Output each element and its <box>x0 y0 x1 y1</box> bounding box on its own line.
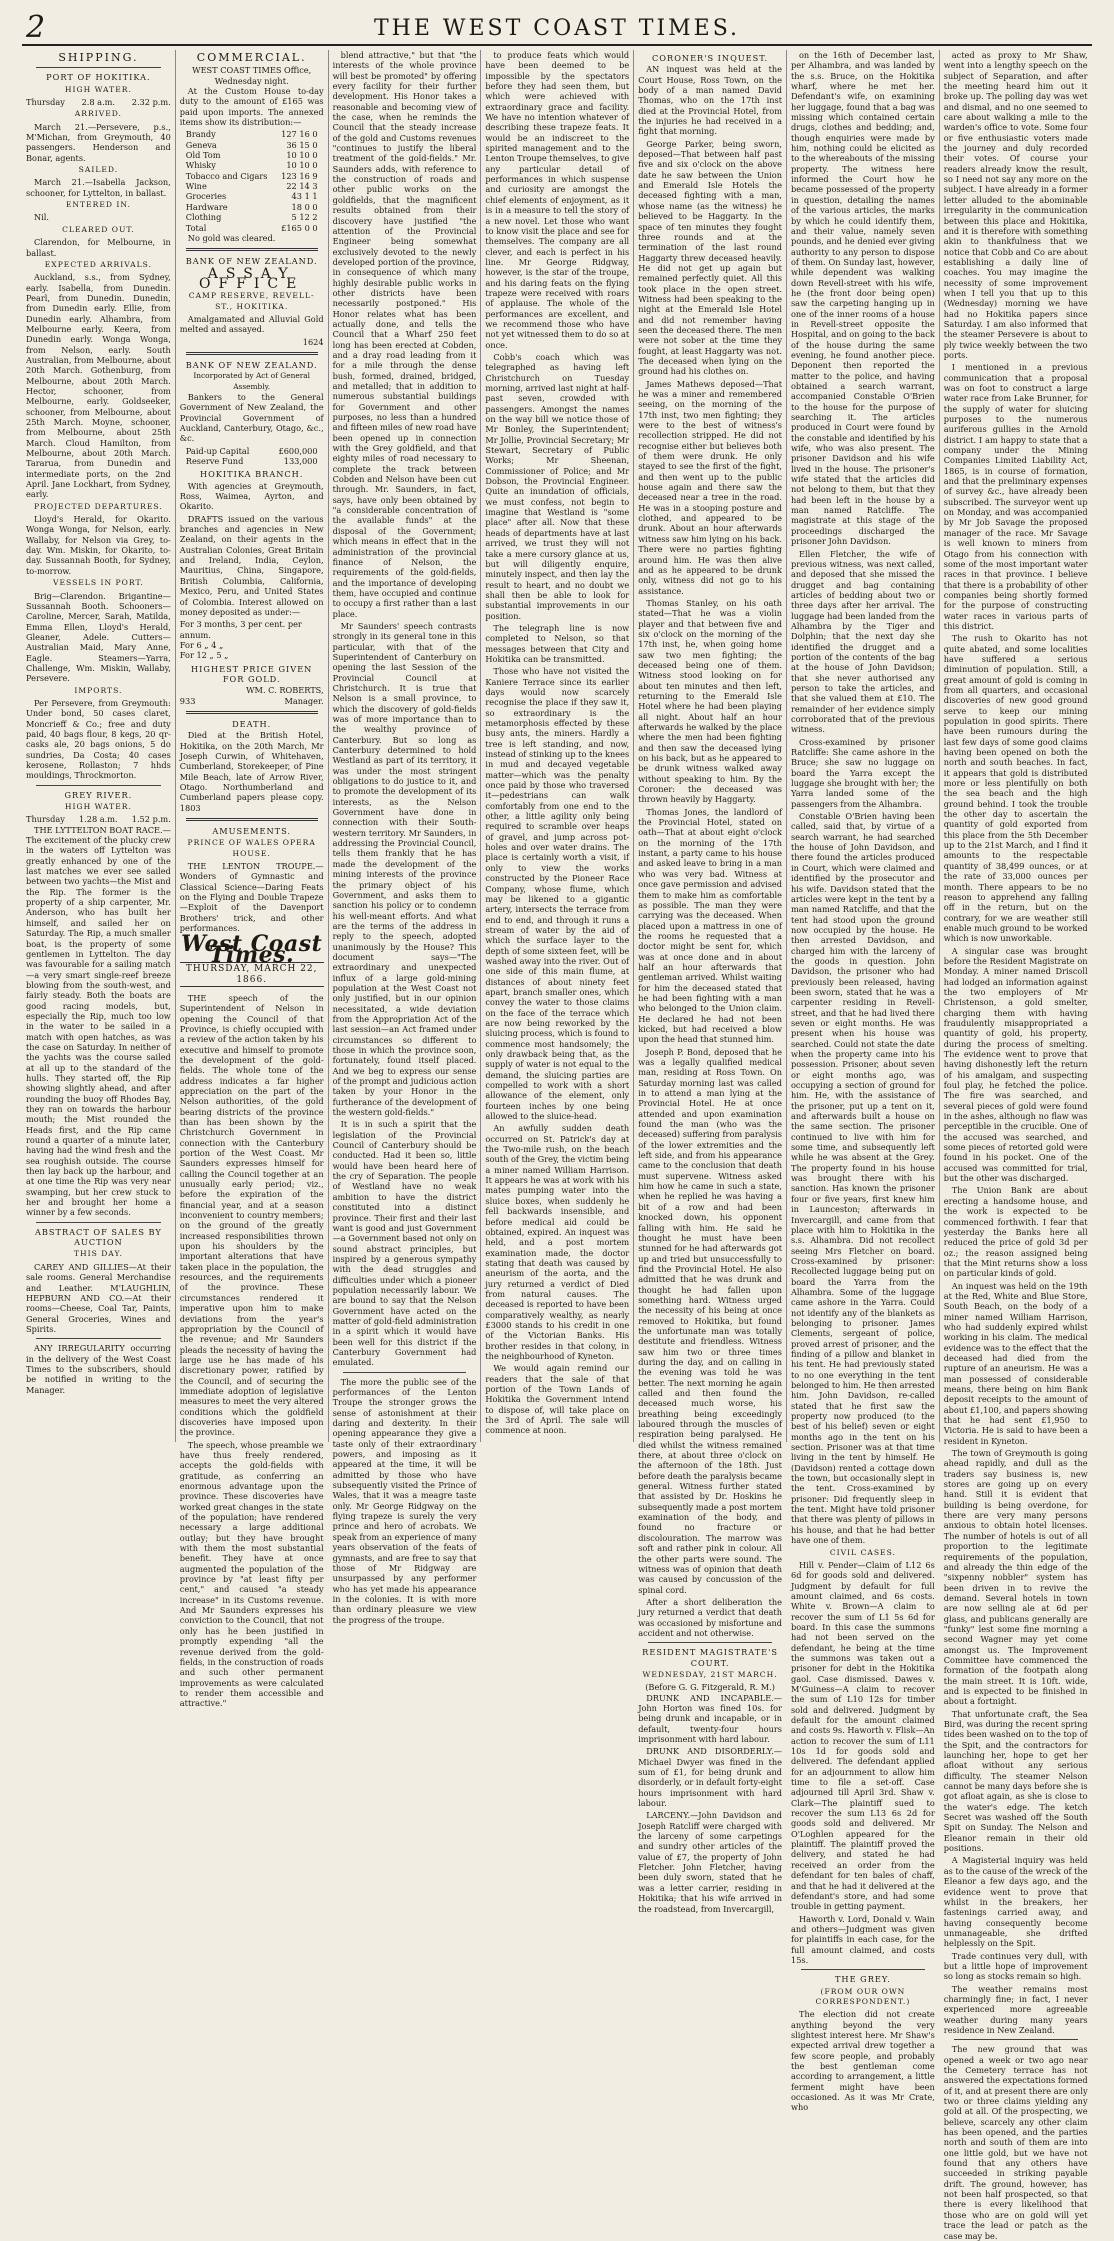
signature-ref: 933 <box>179 695 196 706</box>
paper-nameplate: West Coast Times. <box>181 931 323 968</box>
news-text: Those who have not visited the Kaniere Terrace since its earlier days would now scarcely recognise the place if they saw it, so extraordinary is the metamorphosis effected by these busy ants, the miners. Hardly a tree is left standing, and now, instead of stinking up to the knees in mud and decayed vegetable matter—which was the penalty once paid by those who traversed it—pedestrians can walk comfortably from one end to the other, a little agility only being required to scramble over heaps of gravel, and jump across pot-holes and over water drains. The place is certainly worth a visit, if only to view the works constructed by the Pioneer Race Company, whose flume, which may be likened to a gigantic artery, intersects the terrace from end to end, and through it runs a stream of water by the aid of which the surface layer to the depth of some sixteen feet, will be washed away into the river. Out of one side of this main flume, at distances of about ninety feet apart, branch smaller ones, which convey the water to those claims on the face of the terrace which are now being reworked by the sluicing process, which is found to commence most handsomely; the only drawback being that, as the supply of water is not equal to the demand, the sluicing parties are compelled to work with a short allowance of the element, only fourteen inches by one being allowed to the sluice-head. <box>485 666 630 1122</box>
commercial-heading: COMMERCIAL. <box>196 51 307 64</box>
divider <box>36 1222 161 1223</box>
signature: WM. C. ROBERTS, <box>246 685 324 696</box>
divider <box>186 711 318 714</box>
duties-total-value: £165 0 0 <box>281 222 318 233</box>
duty-item: Clothing <box>185 212 222 223</box>
imports-text: Per Persevere, from Greymouth: Under bond, 50 cases claret, Moncrieff & Co.; free and duty paid, 40 bags flour, 8 kegs, 20 qr-casks ale, 20 bags onions, 5 do sundries, Da Costa; 40 cases kerosene, Rollaston; 7 hhds mouldings, Throckmorton. <box>26 697 171 781</box>
auction-day: THIS DAY. <box>73 1249 123 1259</box>
news-text: to produce feats which would have been deemed to be impossible by the spectators before they had seen them, but which were achieved with extraordinary grace and facility. We have no intention whatever of describing these trapeze feats. It would be an indiscreet to the spirited management and to the Lenton Troupe themselves, to give any particular detail of performances in which suspense and curiosity are amongst the chief elements of enjoyment, as it is in a measure to tell the story of a new novel. Let those who want to know visit the place and see for themselves. The company are all clever, and each is perfect in his line. Mr George Ridgway, however, is the star of the troupe, and his daring feats on the flying trapeze were received with roars of applause. The whole of the performances are excellent, and we recommend those who have not yet witnessed them to do so at once. <box>485 50 630 350</box>
duty-amount: 10 10 0 <box>286 160 318 171</box>
grey-text: The rush to Okarito has not quite abated, and some localities have suffered a serious diminution of population. Still, a great amount of gold is coming in from all quarters, and occasional discoveries of new good ground serve to keep our mining population in good spirits. There have been rumours during the last few days of some good claims having been opened on both the north and south beaches. In fact, it appears that gold is distributed more or less plentifully on both the sea beach and the high ground behind. I took the trouble the other day to ascertain the quantity of gold exported from this place from the 5th December up to the 21st March, and I find it amounts to the respectable quantity of 38,499 ounces, or at the rate of 33,000 ounces per month. There appears to be no reason to apprehend any falling off in the return, but on the contrary, for we are weather still enable much ground to be worked which is now unworkable. <box>943 633 1088 944</box>
high-water-row <box>26 97 171 107</box>
news-text: The more the public see of the performances of the Lenton Troupe the stronger grows the sense of astonishment at their daring and dexterity. In their opening appearance they give a taste only of their extraordinary powers, and imposing as it appeared at the time, it will be admitted by those who have subsequently visited the Prince of Wales, that it was a meagre taste only. Mr George Ridgway on the flying trapeze is surely the very prince and hero of acrobats. We speak from an experience of many years observation of the feats of gymnasts, and are free to say that those of Mr Ridgway are unsurpassed by any performer who has yet made his appearance in the colonies. It is with more than ordinary pleasure we view the progress of the troupe. <box>332 1376 477 1625</box>
editorial-text: The speech, whose preamble we have thus freely rendered, accepts the gold-fields with gratitude, as conferring an enormous advantage upon the province. These discoveries have worked great changes in the state of the population; have rendered necessary a large additional outlay; but they have brought with them the most substantial benefit. They have at once augmented the population of the province by "at least fifty per cent," and caused "a steady increase" in its Customs revenue. And Mr Saunders expresses his conviction to the Council, that not only has he been justified in promptly expending "all the revenue derived from the gold-fields, in the construction of roads and such other permanent improvements as were calculated to render them accessible and attractive." <box>179 1439 324 1709</box>
duty-row <box>180 150 324 160</box>
grey-text: The Union Bank are about erecting a handsome house, and the work is expected to be commenced forthwith. I fear that yesterday the Banks here all reduced the price of gold 3d per oz.; the reason assigned being that the Mint returns show a loss on particular kinds of gold. <box>943 1185 1088 1279</box>
divider <box>186 818 318 821</box>
entered-label: ENTERED IN. <box>65 200 131 210</box>
high-water-am: 2.8 a.m. <box>81 97 116 108</box>
civil-cases-text: Hill v. Pender—Claim of L12 6s 6d for goods sold and delivered. Judgment by default for full amount claimed, and 6s costs. White v. Brown—A claim to recover the sum of L1 5s 6d for board. In this case the summons had not been served on the defendant, he being at the time the summons was taken out a prisoner for debt in the Hokitika gaol. Case dismissed. Dawes v. M'Guiness—A claim to recover the sum of L10 12s for timber sold and delivered. Judgment by default for the amount claimed and costs 9s. Haworth v. Flisk—An action to recover the sum of L11 10s 1d for goods sold and delivered. The defendant applied for an adjournment to allow him time to file a set-off. Case adjourned till April 3rd. Shaw v. Clark—The plaintiff sued to recover the sum L13 6s 2d for goods sold and delivered. Mr O'Loghlen appeared for the plaintiff. The plaintiff proved the delivery, and stated he had received an order from the defendant for ten bales of chaff, and that he had it delivered at the defendant's store, and had some trouble in getting payment. <box>790 1559 935 1912</box>
duty-row <box>180 191 324 201</box>
death-text: Died at the British Hotel, Hokitika, on the 20th March, Mr Joseph Curwin, of Whitehaven, Cumberland, Storekeeper, of Pine Mile Beach, late of Arrow River, Otago. Northumberland and Cumberland papers please copy. 1803 <box>179 730 324 813</box>
assay-text: Amalgamated and Alluvial Gold melted and assayed. <box>179 313 324 335</box>
cleared-label: CLEARED OUT. <box>62 224 135 234</box>
column-court <box>786 50 939 2113</box>
interest-line: For 3 months, 3 per cent. per annum. <box>179 619 302 640</box>
editorial-text: blend attractive," but that "the interests of the whole province will best be promoted" by offering every facility for their further development. His Honor takes a reasonable and becoming view of the case, when he reminds the Council that the steady increase of the gold and Customs revenues "continues to justify the liberal treatment of the gold-fields." Mr. Saunders adds, with reference to the construction of roads and other public works on the goldfields, that the magnificent results obtained from their discovery have justified "the attention of the Provincial Engineer being somewhat exclusively devoted to the newly developed portion of the province, in consequence of which many highly desirable public works in other districts have been necessarily postponed." His Honor relates what has been actually done, and tells the Council that a Wharf 250 feet long has been erected at Cobden, and a dray road leading from it for a mile through the dense bush, formed, drained, bridged, and metalled; that in addition to numerous substantial buildings for Government and other purposes, no less than a hundred and fifteen miles of new road have been opened up in connection with the Grey goldfield, and that eighty miles of road necessary to complete the track between Cobden and Nelson have been cut through. Mr. Saunders, in fact, says, have only been obtained by "a considerable concentration of the available funds" at the disposal of the Government; which means in effect that in the administration of the provincial finance of Nelson, the requirements of the gold-fields, and the importance of developing them, have occupied and continue to occupy a first rather than a last place. <box>332 50 477 619</box>
duties-total-row <box>180 223 324 233</box>
grey-text: I mentioned in a previous communication that a proposal was on foot to construct a large water race from Lake Brunner, for the supply of water for sluicing purposes to the numerous auriferous gullies in the Arnold district. I am happy to state that a company under the Mining Companies Limited Liability Act, 1865, is in course of formation, and that the preliminary expenses of survey &c., have already been subscribed. The surveyor went up on Monday, and was accompanied by Mr Job Savage the proposed manager of the race. Mr Savage is well known to miners from Otago from his connection with some of the most important water races in that province. I believe that there is a probability of other companies being shortly formed for the purpose of constructing water races in various parts of this district. <box>943 362 1088 631</box>
duty-row <box>180 129 324 139</box>
inquest-text: George Parker, being sworn, deposed—That between half past five and six o'clock on the above date he saw between the Union and Emerald Isle Hotels the deceased fighting with a man, whose name (as the witness) he believed to be Haggarty. In the space of ten minutes they fought three rounds and at the termination of the last round Haggarty threw deceased heavily. He did not get up again but remained perfectly quiet. All this took place in the open street. Witness had been speaking to the night at the Emerald Isle Hotel and did not remember having seen the deceased there. The men were not sober at the time they fought, at least Haggarty was not. The deceased when lying on the ground had his clothes on. <box>638 138 782 377</box>
in-port-text: Brig—Clarendon. Brigantine—Sussannah Booth. Schooners—Caroline, Mercer, Sarah, Matilda, Emma Ellen, Lloyd's Herald, Gleaner, Adele. Cutters—Australian Maid, Mary Anne, Eagle. Steamers—Yarra, Challenge, Wm. Miskin, Wallaby, Persevere. <box>26 590 171 684</box>
projected-text: Lloyd's Herald, for Okarito. Wonga Wonga, for Nelson, early. Wallaby, for Nelson via Grey, to-day. Wm. Miskin, for Okarito, to-day. Sussannah Booth, for Sydney, to-morrow. <box>26 514 171 576</box>
court-text: Constable O'Brien having been called, said that, by virtue of a search warrant, he had searched the house of John Davidson, and there found the articles produced in Court, which were claimed and identified by the prosecutor and his wife. Davidson stated that the articles were kept in the tent by a man named Ratcliffe, and that the tent had stood upon the ground now occupied by the house. He then arrested Davidson, and charged him with the larceny of the goods in question. John Davidson, the prisoner who had previously been released, having been sworn, stated that he was a carpenter residing in Revell-street, and that he had lived there seven or eight months. He was present when his house was searched. Could not state the date when the property came into his possession. Prisoner, about seven or eight months ago, was occupying a section of ground for him. He, with the assistance of the prisoner, put up a tent on it, and afterwards built a house on the same section. The prisoner continued to live with him for some time, and subsequently left while he was absent at the Grey. The property found in his house was brought there with his sanction. Has known the prisoner four or five years, first knew him in Launceston; afterwards in Invercargill, and came from that place with him to Hokitika in the s.s. Alhambra. Did not recollect seeing Mrs Fletcher on board. Cross-examined by prisoner: Recollected luggage being put on board the Yarra from the Alhambra. Some of the luggage came ashore in the Yarra. Could not identify any of the blankets as belonging to prisoner. James Clements, sergeant of police, proved arrest of prisoner, and the finding of a pillow and blanket in his tent. He had previously stated to no one everything in the tent belonged to him. He then arrested him. John Davidson, re-called stated that he first saw the property now produced (to the best of his belief) seven or eight months ago in the tent on his section. Prisoner was at that time living in the tent by himself. He (Davidson) rented a cottage down the town, but occasionally slept in the tent. Cross-examined by prisoner: Did frequently sleep in the tent. Might have told prisoner that there was plenty of pillows in his house, and that he had better have one of them. <box>790 811 935 1546</box>
duty-amount: 36 15 0 <box>286 139 318 150</box>
bank2-text: Bankers to the General Government of New Zealand, the Provincial Government of Auckland, Canterbury, Otago, &c., &c. <box>179 391 324 444</box>
paid-up-row <box>180 446 324 456</box>
irregularity-notice: ANY IRREGULARITY occurring in the delivery of the West Coast Times to the subscribers, should be notified in writing to the Manager. <box>26 1343 171 1395</box>
auction-items: CAREY AND GILLIES—At their sale rooms. General Merchandise and Leather. M'LAUGHLIN, HEPBURN AND CO.—At their rooms—Cheese, Coal Tar, Paints, General Groceries, Wines and Spirits. <box>26 1261 171 1334</box>
reserve-value: 133,000 <box>283 456 318 467</box>
grey-text: The town of Greymouth is going ahead rapidly, and dull as the traders say business is, new stores are going up on every hand. Still it is evident that building is being overdone, for there are very many persons anxious to obtain hotel licenses. The number of hotels is out of all proportion to the legitimate requirements of the population, and already the thin edge of the "sixpenny nobbler" system has been driven in to revive the demand. Several hotels in town are now selling ale at 6d per glass, and publicans generally are "funky" lest some fine morning a second Wagner may yet come amongst us. The Improvement Committee have commenced the formation of the footpath along the main street. It is 10ft. wide, and is expected to be finished in about a fortnight. <box>943 1448 1088 1707</box>
interest-line: For 12 „ 5 „ <box>179 650 229 661</box>
high-water-day: Thursday <box>26 97 65 108</box>
duty-row <box>180 212 324 222</box>
imports-label: IMPORTS. <box>74 685 123 695</box>
grey-text: That unfortunate craft, the Sea Bird, was during the recent spring tides been washed on to the top of the Spit, and the contractors for launching her, hope to get her afloat without any serious difficulty. The steamer Nelson cannot be many days before she is got afloat again, as she is close to the water's edge. The ketch Secret was washed off the South Spit on Sunday. The Nelson and Eleanor remain in their old positions. <box>943 1708 1088 1854</box>
signature-row <box>180 696 324 706</box>
duty-item: Wine <box>185 181 207 192</box>
office-date: Wednesday night. <box>214 75 289 86</box>
duty-row <box>180 140 324 150</box>
duty-amount: 10 10 0 <box>286 150 318 161</box>
paid-up-value: £600,000 <box>278 445 318 456</box>
divider <box>648 1642 772 1643</box>
gold-price-heading: HIGHEST PRICE GIVEN FOR GOLD. <box>191 663 313 684</box>
amusements-venue: PRINCE OF WALES OPERA HOUSE. <box>187 838 316 858</box>
shipping-heading: SHIPPING. <box>58 51 139 64</box>
port-heading: PORT OF HOKITIKA. <box>46 72 151 83</box>
reserve-row <box>180 456 324 466</box>
grey-high-water-pm: 1.52 p.m. <box>131 814 171 825</box>
duty-item: Hardware <box>185 201 228 212</box>
column-local-news <box>480 50 633 1442</box>
amusements-heading: AMUSEMENTS. <box>212 826 292 837</box>
column-editorial <box>328 50 481 1625</box>
high-water-pm: 2.32 p.m. <box>131 97 171 108</box>
inquest-text: Thomas Jones, the landlord of the Provincial Hotel, stated on oath—That at about eight o'clock on the morning of the 17th instant, a party came to his house and asked leave to bring in a man who was very bad. Witness at once gave permission and advised them to make him as comfortable as possible. The man they were carrying was the deceased. When placed upon a mattress in one of the rooms he requested that a doctor might be sent for, which was at once done and in about half an hour afterwards that gentleman arrived. Whilst waiting for him the deceased stated that he had been fighting with a man who belonged to the Union claim. He declared he had not been kicked, but had received a blow upon the head that stunned him. <box>638 806 782 1045</box>
branch-heading: HOKITIKA BRANCH. <box>199 469 304 480</box>
dateline: THURSDAY, MARCH 22, 1866. <box>180 962 324 987</box>
court-text: LARCENY.—John Davidson and Joseph Ratcliff were charged with the larceny of some carpetings and sundry other articles of the value of £7, the property of John Fletcher. John Fletcher, having been duly sworn, stated that he was a letter carrier, residing in Hokitika; that his wife arrived in the roadstead, from Invercargill, <box>638 1810 782 1914</box>
column-grey-correspondent <box>939 50 1092 2241</box>
assay-ref: 1624 <box>302 336 324 347</box>
drafts-text: DRAFTS issued on the various branches and agencies in New Zealand, on their agents in the Australian Colonies, Great Britain and Ireland, India, Ceylon, Mauritius, China, Singapore, British Columbia, California, Mexico, Peru, and United States of Colombia. Interest allowed on money deposited as under:— <box>179 513 324 617</box>
columns <box>22 50 1092 2241</box>
duty-amount: 18 0 0 <box>291 201 318 212</box>
newspaper-title: THE WEST COAST TIMES. <box>373 16 741 41</box>
signature-role: Manager. <box>284 695 324 706</box>
divider <box>36 67 161 68</box>
expected-text: Auckland, s.s., from Sydney, early. Isabella, from Dunedin. Pearl, from Dunedin. Dunedin, from Dunedin early. Ellie, from Dunedin early. Alhambra, from Melbourne early. Keera, from Dunedin early. Wonga Wonga, from Nelson, early. South Australian, from Melbourne, about 20th March. Gothenburg, from Melbourne, about 20th March. Hector, schooner, from Melbourne, early. Goldseeker, schooner, from Melbourne, about 25th March. Moyne, schooner, from Melbourne, about 25th March. Cloud Hamilton, from Melbourne, about 20th March. Tararua, from Dunedin and intermediate ports, on the 2nd April. Jane Lockhart, from Sydney, early. <box>26 272 171 500</box>
grey-text: A Magisterial inquiry was held as to the cause of the wreck of the Eleanor a few days ago, and the evidence went to prove that whilst in the breakers, her fastenings carried away, and having consequently become unmanageable, she drifted helplessly on the Spit. <box>943 1855 1088 1949</box>
divider <box>801 1969 925 1970</box>
grey-text: The election did not create anything beyond the very slightest interest here. Mr Shaw's expected arrival drew together a few score people, and probably the best gentleman come according to arrangement, a little ferment might have been occasioned. As it was Mr Crate, who <box>790 2009 935 2113</box>
grey-text: An inquest was held on the 19th at the Red, White and Blue Store, South Beach, on the body of a miner named William Harrison, who had suddenly expired whilst working in his claim. The medical evidence was to the effect that the deceased had died from the rupture of an aneurism. He was a man possessed of considerable means, there being on him Bank deposit receipts to the amount of about £1,100, and papers showing that he had sent £1,950 to Victoria. He is said to have been a resident in Kyneton. <box>943 1280 1088 1446</box>
assay-address: CAMP RESERVE, REVELL-ST., HOKITIKA. <box>188 291 315 311</box>
duty-item: Geneva <box>185 139 217 150</box>
grey-text: The new ground that was opened a week or two ago near the Cemetery terrace has not answered the expectations formed of it, and at present there are only two or three claims yielding any gold at all. Of the prospecting, we believe, scarcely any other claim has been opened, and the parties north and south of them are into one little gold, but we have not found that any others have succeeded in striking payable drift. The ground, however, has not been half prospected, so that there is every likelihood that those who are on gold will yet trace the lead or patch as the case may be. <box>943 2044 1088 2241</box>
court-text: DRUNK AND DISORDERLY.—Michael Dwyer was fined in the sum of £1, for being drunk and disorderly, or in default forty-eight hours imprisonment with hard labour. <box>638 1746 782 1809</box>
duty-amount: 43 1 1 <box>291 191 318 202</box>
duty-amount: 127 16 0 <box>281 129 318 140</box>
grey-text: Trade continues very dull, with but a little hope of improvement so long as stocks remain so high. <box>943 1950 1088 1982</box>
grey-subheading: (FROM OUR OWN CORRESPONDENT.) <box>815 1986 911 2006</box>
arrived-text: March 21.—Persevere, p.s., M'Michan, from Greymouth, 40 passengers. Henderson and Bonar, agents. <box>26 121 171 163</box>
branch-text: With agencies at Greymouth, Ross, Waimea, Ayrton, and Okarito. <box>179 480 324 512</box>
auction-heading: ABSTRACT OF SALES BY AUCTION <box>34 1226 162 1248</box>
duty-row <box>180 171 324 181</box>
duty-item: Groceries <box>185 191 227 202</box>
in-port-label: VESSELS IN PORT. <box>52 578 144 588</box>
court-text: Cross-examined by prisoner Ratcliffe: She came ashore in the Bruce; she saw no luggage on board the Yarra except the luggage she brought with her; the Yarra landed some of the passengers from the Alhambra. <box>790 736 935 809</box>
duty-item: Brandy <box>185 129 216 140</box>
divider <box>186 352 318 355</box>
court-text: DRUNK AND INCAPABLE.—John Horton was fined 10s. for being drunk and incapable, or in default, twenty-four hours imprisonment with hard labour. <box>638 1692 782 1744</box>
divider <box>343 1372 467 1373</box>
inquest-text: James Mathews deposed—That he was a miner and remembered seeing, on the morning of the 17th inst, two men fighting; they were to the best of witness's recollection stripped. He did not recognise either but believes both of them were drunk. He only stayed to see the first of the fight, and then went up to the public house again and there saw the deceased near a tree in the road. He was in a stooping posture and clothed, and appeared to be drunk. About an hour afterwards witness saw him lying on his back. There were no parties fighting around him. He was then alive and as he appeared to be drunk only, witness did not go to his assistance. <box>638 378 782 596</box>
inquest-text: Joseph P. Bond, deposed that he was a legally qualified medical man, residing at Ross Town. On Saturday morning last was called in to attend a man lying at the Provincial Hotel. He at once attended and upon examination found the man (who was the deceased) suffering from paralysis of the lower extremities and the left side, and from his appearance came to the conclusion that death must supervene. Witness asked him how he came in such a state, when he replied he was having a bit of a row and had been knocked down, his opponent falling with him. He said he thought he must have been stunned for he had afterwards got up and tried but unsuccessfully to find the Provincial Hotel. He also admitted that he was drunk and thought he had fallen upon something hard. Witness urged the necessity of his being at once removed to Hokitika, but found the unfortunate man was totally destitute and friendless. Witness saw him two or three times during the day, and on calling in the evening was told he was better. The next morning he again called and then found the deceased much worse, his breathing being exceedingly laboured through the muscles of respiration being paralysed. He died whilst the witness remained there, at about three o'clock on the afternoon of the 18th. Just before death the paralysis became general. Witness further stated that assisted by Dr. Hoskins he subsequently made a post mortem examination of the body, and found no fracture or discolouration. The marrow was soft and rather pink in colour. All the other parts were sound. The witness was of opinion that death was caused by concussion of the spinal cord. <box>638 1046 782 1595</box>
page-number: 2 <box>26 10 46 45</box>
bank2-sub: Incorporated by Act of General Assembly. <box>193 371 311 391</box>
court-heading: RESIDENT MAGISTRATE'S COURT. <box>642 1647 778 1668</box>
high-water-label: HIGH WATER. <box>64 84 132 94</box>
column-commercial <box>175 50 328 1709</box>
grey-text: The weather remains most charmingly fine; in fact, I never experienced more agreeable weather during many years residence in New Zealand. <box>943 1983 1088 2035</box>
grey-heading: THE GREY. <box>834 1974 891 1985</box>
divider <box>36 1338 161 1339</box>
column-inquest <box>633 50 786 1914</box>
editorial-text: THE speech of the Superintendent of Nelson in opening the Council of that Province, is chiefly occupied with a review of the action taken by his executive and himself to promote the development of the gold-fields. The whole tone of the address indicates a far higher appreciation on the part of the Nelson authorities, of the gold bearing districts of the province than has been shown by the Christchurch Government in connection with the Canterbury portion of the West Coast. Mr Saunders expresses himself for calling the Council together at an unusually early period; viz., before the expiration of the financial year, and at a season inconvenient to country members; on the ground of the greatly increased responsibilities thrown upon his shoulders by the important alterations that have taken place in the population, the resources, and the requirements of the province. These circumstances rendered it imperative upon him to make deviations from the year's appropriation by the Council of the revenue; and Mr Saunders pleads the necessity of having the large use he has made of his discretionary power, ratified by the Council, and of securing the immediate adoption of legislative measures to meet the very altered conditions which the goldfield discoveries have imposed upon the province. <box>179 992 324 1438</box>
boat-race-story: THE LYTTELTON BOAT RACE.—The excitement of the plucky crew in the waters off Lyttelton was greatly enhanced by one of the last matches we ever see sailed between two yachts—the Mist and the Rip. The former is the property of a ship carpenter, Mr. Anderson, who has built her himself, and sailed her on Saturday. The Rip, a much smaller boat, is the property of some gentlemen in Lyttelton. The day was favourable for a sailing match—a very smart single-reef breeze blowing from the south-west, and fairly steady. Both the boats are good racing models, but, especially the Rip, much too low in the water to be sailed in a match with open hatches, as was the case on Saturday. In neither of the yachts was the course sailed at all up to the standard of the hulls. They started off, the Rip showing slightly ahead, and after rounding the buoy off Rhodes Bay, they ran on towards the harbour mouth; the Mist rounded the Heads first, and the Rip came round a quarter of a minute later, having had the wind fresh and the sea roughish outside. The course then lay back up the harbour, and at one time the Rip was very near swamping, but her crew stuck to her and brought her home a winner by a few seconds. <box>26 824 171 1218</box>
duties-table <box>180 129 324 222</box>
death-heading: DEATH. <box>232 718 272 729</box>
projected-label: PROJECTED DEPARTURES. <box>34 501 163 511</box>
civil-cases-text: Haworth v. Lord, Donald v. Wain and others—Judgment was given for plaintiffs in each case, for the full amount claimed, and costs 15s. <box>790 1913 935 1965</box>
inquest-heading: CORONER'S INQUEST. <box>652 53 769 63</box>
masthead <box>22 10 1092 46</box>
arrived-label: ARRIVED. <box>74 109 122 119</box>
office-line: WEST COAST TIMES Office, <box>192 65 312 76</box>
divider <box>186 248 318 251</box>
divider <box>954 2039 1078 2040</box>
news-text: An awfully sudden death occurred on St. Patrick's day at the Two-mile rush, on the beach south of the Grey, the victim being a miner named William Harrison. It appears he was at work with his mates pumping water into the sluice boxes, when suddenly he fell backwards insensible, and before medical aid could be obtained, expired. An inquest was held, and a post mortem examination made, the doctor stating that death was caused by aneurism of the aorta, and the jury returned a verdict of Died from natural causes. The deceased is reported to have been comparatively wealthy, as nearly £3000 stands to his credit in one of the Victorian Banks. His brother resides in that colony, in the neighbourhood of Kyneton. <box>485 1123 630 1361</box>
court-magistrate: (Before G. G. Fitzgerald, R. M.) <box>645 1682 775 1693</box>
news-text: We would again remind our readers that the sale of that portion of the Town Lands of Hokitika the Government intend to dispose of, will take place on the 3rd of April. The sale will commence at noon. <box>485 1363 630 1436</box>
inquest-text: After a short deliberation the jury returned a verdict that death was occasioned by misfortune and accident and not otherwise. <box>638 1596 782 1638</box>
grey-high-water-day: Thursday <box>26 814 65 825</box>
amusements-text: THE LENTON TROUPE.—Wonders of Gymnastic and Classical Science—Daring Feats on the Flying and Double Trapeze—Exploit of the Davenport Brothers' trick, and other performances. <box>179 861 324 934</box>
duty-row <box>180 181 324 191</box>
divider <box>36 785 161 786</box>
court-text: on the 16th of December last, per Alhambra, and was landed by the s.s. Bruce, on the Hokitika wharf, where he met her. Defendant's wife, on examining her luggage, found that a bag was missing which contained certain drugs, clothes and bedding; and, though enquiries were made by him, nothing could be elicited as to the whereabouts of the missing property. The witness here informed the Court how he became possessed of the property in question, detailing the names of the various articles, the marks by which he could identify them, and their value, namely seven pounds, and he denied ever giving authority to any person to dispose of them. On Sunday last, however, while dependent was walking down Revell-street with his wife, he (the front door being open) saw the carpeting hanging up in one of the inner rooms of a house in Revell-street opposite the Hospital, and on going to the back of the house during the same evening, he found another piece. Deponent then reported the matter to the police, and having obtained a search warrant, accompanied Constable O'Brien to the house for the purpose of searching it. The articles produced in Court were found by the constable and identified by his wife, who was also present. The prisoner Davidson and his wife lived in the house. The prisoner's wife stated that the articles did not belong to them, but that they had been left in the house by a man named Ratcliffe. The magistrate at this stage of the proceedings discharged the prisoner John Davidson. <box>790 50 935 547</box>
gold-note: No gold was cleared. <box>187 232 276 243</box>
expected-label: EXPECTED ARRIVALS. <box>44 259 153 269</box>
inquest-text: Thomas Stanley, on his oath stated—That he was a violin player and that between five and six o'clock on the morning of the 17th inst, he, when going home saw two men fighting; the deceased being one of them. Witness stood looking on for about ten minutes and then left, returning to the Emerald Isle Hotel where he had been playing all night. About half an hour afterwards he walked by the place where the men had been fighting and then saw the deceased lying on his back, but as he appeared to be drunk witness walked away without speaking to him. By the Coroner: the deceased was thrown heavily by Haggarty. <box>638 597 782 805</box>
grey-text: acted as proxy to Mr Shaw, went into a lengthy speech on the subject of Separation, and after the meeting heard him out it broke up. The polling day was wet and dismal, and no one seemed to care about walking a mile to the warden's office to vote. Some four or five enthusiastic voters made the journey and duly recorded their votes. Of course your readers already know the result, so I need not say any more on the subject. I have already in a former letter alluded to the abominable irregularity in the communication between this place and Hokitika, and it is therefore with something akin to thankfulness that we notice that Cobb and Co are about establishing a daily line of coaches. You may imagine the necessity of some improvement when I tell you that up to this (Wednesday) morning we have had no Hokitika papers since Saturday. I am also informed that the steamer Persevere is about to ply twice weekly between the two ports. <box>943 50 1088 360</box>
civil-cases-heading: CIVIL CASES. <box>829 1547 896 1557</box>
sailed-label: SAILED. <box>78 165 119 175</box>
editorial-text: It is in such a spirit that the legislation of the Provincial Council of Canterbury should be conducted. Had it been so, little would have been heard here of the cry of Separation. The people of Westland have no weak ambition to have the district constituted into a distinct province. Their first and their last want is good and just Government—a Government based not only on sound abstract principles, but inspired by a generous sympathy with the dead struggles and difficulties under which a pioneer population necessarily labour. We are bound to say that the Nelson Government have acted on the matter of gold-field administration in a spirit which it would have been well for this district if the Canterbury Government had emulated. <box>332 1119 477 1368</box>
assay-heading: ASSAY OFFICE <box>199 265 305 292</box>
grey-river-heading: GREY RIVER. <box>64 789 133 800</box>
duty-item: Whisky <box>185 160 216 171</box>
court-date: WEDNESDAY, 21ST MARCH. <box>642 1669 778 1679</box>
bank2-heading: BANK OF NEW ZEALAND. <box>185 359 318 370</box>
duty-row <box>180 160 324 170</box>
duty-item: Tobacco and Cigars <box>185 170 268 181</box>
editorial-text: Mr Saunders' speech contrasts strongly in its general tone in this particular, with that of the Superintendent of Canterbury on opening the last Session of the Provincial Council at Christchurch. It is true that Nelson is a small province, to which the discovery of gold-fields was of more importance than to the wealthy province of Canterbury. But so long as Canterbury determined to hold Westland as part of its territory, it was under the most stringent obligations to do justice to it, and to promote the development of its interests, as the Nelson Government have done in connection with their South-western territory. Mr Saunders, in addressing the Provincial Council, tells them frankly that he has made the development of the mining interests of the province the primary object of his Government, and asks them to sanction his policy or to condemn his well-meant efforts. And what are the terms of the address in reply to the speech, adopted unanimously by the House? This document says—"The extraordinary and unexpected influx of a large gold-mining population at the West Coast not only justified, but in our opinion necessitated, a wide deviation from the Appropriation Act of the last session—an Act framed under circumstances so different to those in which the province soon, fortunately, found itself placed. And we beg to express our sense of the prompt and judicious action taken by your Honor in the furtherance of the development of the western gold-fields." <box>332 620 477 1118</box>
column-shipping <box>22 50 175 1442</box>
customs-intro: At the Custom House to-day duty to the amount of £165 was paid upon imports. The annexed items show its distribution:— <box>179 86 324 128</box>
duty-amount: 5 12 2 <box>291 212 318 223</box>
news-text: Cobb's coach which was telegraphed as having left Christchurch on Tuesday morning, arrived last night at half-past seven, crowded with passengers. Amongst the names on the way bill we notice those of Mr Bonley, the Superintendent; Mr Jollie, Provincial Secretary; Mr Stewart, Secretary of Public Works; Mr Sheenan, Commissioner of Police; and Mr Dobson, the Provincial Engineer. Quite an inundation of officials, we must confess, not begin to imagine that Westland is "some place" after all. Now that these heads of departments have at last arrived, we trust they will not take a mere cursory glance at us, but will diligently enquire, minutely inspect, and then lay the result to heart, and no doubt we shall then be able to look for substantial improvements in our position. <box>485 351 630 621</box>
grey-high-water-row <box>26 814 171 824</box>
reserve-label: Reserve Fund <box>185 456 244 467</box>
entered-text: Nil. <box>34 212 50 223</box>
grey-text: A singular case was brought before the Resident Magistrate on Monday. A miner named Driscoll had lodged an information against the two employers of Mr Christenson, a gold smelter, charging them with having fraudulently misappropriated a quantity of gold, his property, during the process of smelting. The evidence went to prove that having dishonestly left the return of his amalgam, and suspecting foul play, he fetched the police. The fire was searched, and several pieces of gold were found in the ashes, although no flaw was perceptible in the crucible. One of the accused was searched, and some pieces of retorted gold were found in his pocket. One of the accused was committed for trial, but the other was discharged. <box>943 945 1088 1184</box>
sailed-text: March 21.—Isabella Jackson, schooner, for Lyttelton, in ballast. <box>26 177 171 198</box>
bank-heading: BANK OF NEW ZEALAND. <box>185 256 318 267</box>
duty-row <box>180 202 324 212</box>
duty-amount: 123 16 9 <box>281 170 318 181</box>
court-text: Ellen Fletcher, the wife of previous witness, was next called, and deposed that she missed the drugget and bag containing articles of bedding about two or three days after her arrival. The luggage had been landed from the Alhambra by the Tiger and Dolphin; that the next day she identified the drugget and a portion of the contents of the bag at the house of John Davidson; that she never authorised any person to take the articles, and that she valued them at £10. The remainder of her evidence simply corroborated that of the previous witness. <box>790 548 935 735</box>
news-text: The telegraph line is now completed to Nelson, so that messages between that City and Hokitika can be transmitted. <box>485 622 630 664</box>
duties-total-label: Total <box>185 222 207 233</box>
inquest-text: AN inquest was held at the Court House, Ross Town, on the body of a man named David Thomas, who on the 17th inst died at the Provincial Hotel, from the injuries he had received in a fight that morning. <box>638 64 782 137</box>
paid-up-label: Paid-up Capital <box>185 445 250 456</box>
duty-item: Old Tom <box>185 150 221 161</box>
grey-high-water-label: HIGH WATER. <box>64 802 132 812</box>
interest-line: For 6 „ 4 „ <box>179 639 224 650</box>
duty-amount: 22 14 3 <box>286 181 318 192</box>
grey-high-water-am: 1.28 a.m. <box>78 814 118 825</box>
cleared-text: Clarendon, for Melbourne, in ballast. <box>26 237 171 258</box>
